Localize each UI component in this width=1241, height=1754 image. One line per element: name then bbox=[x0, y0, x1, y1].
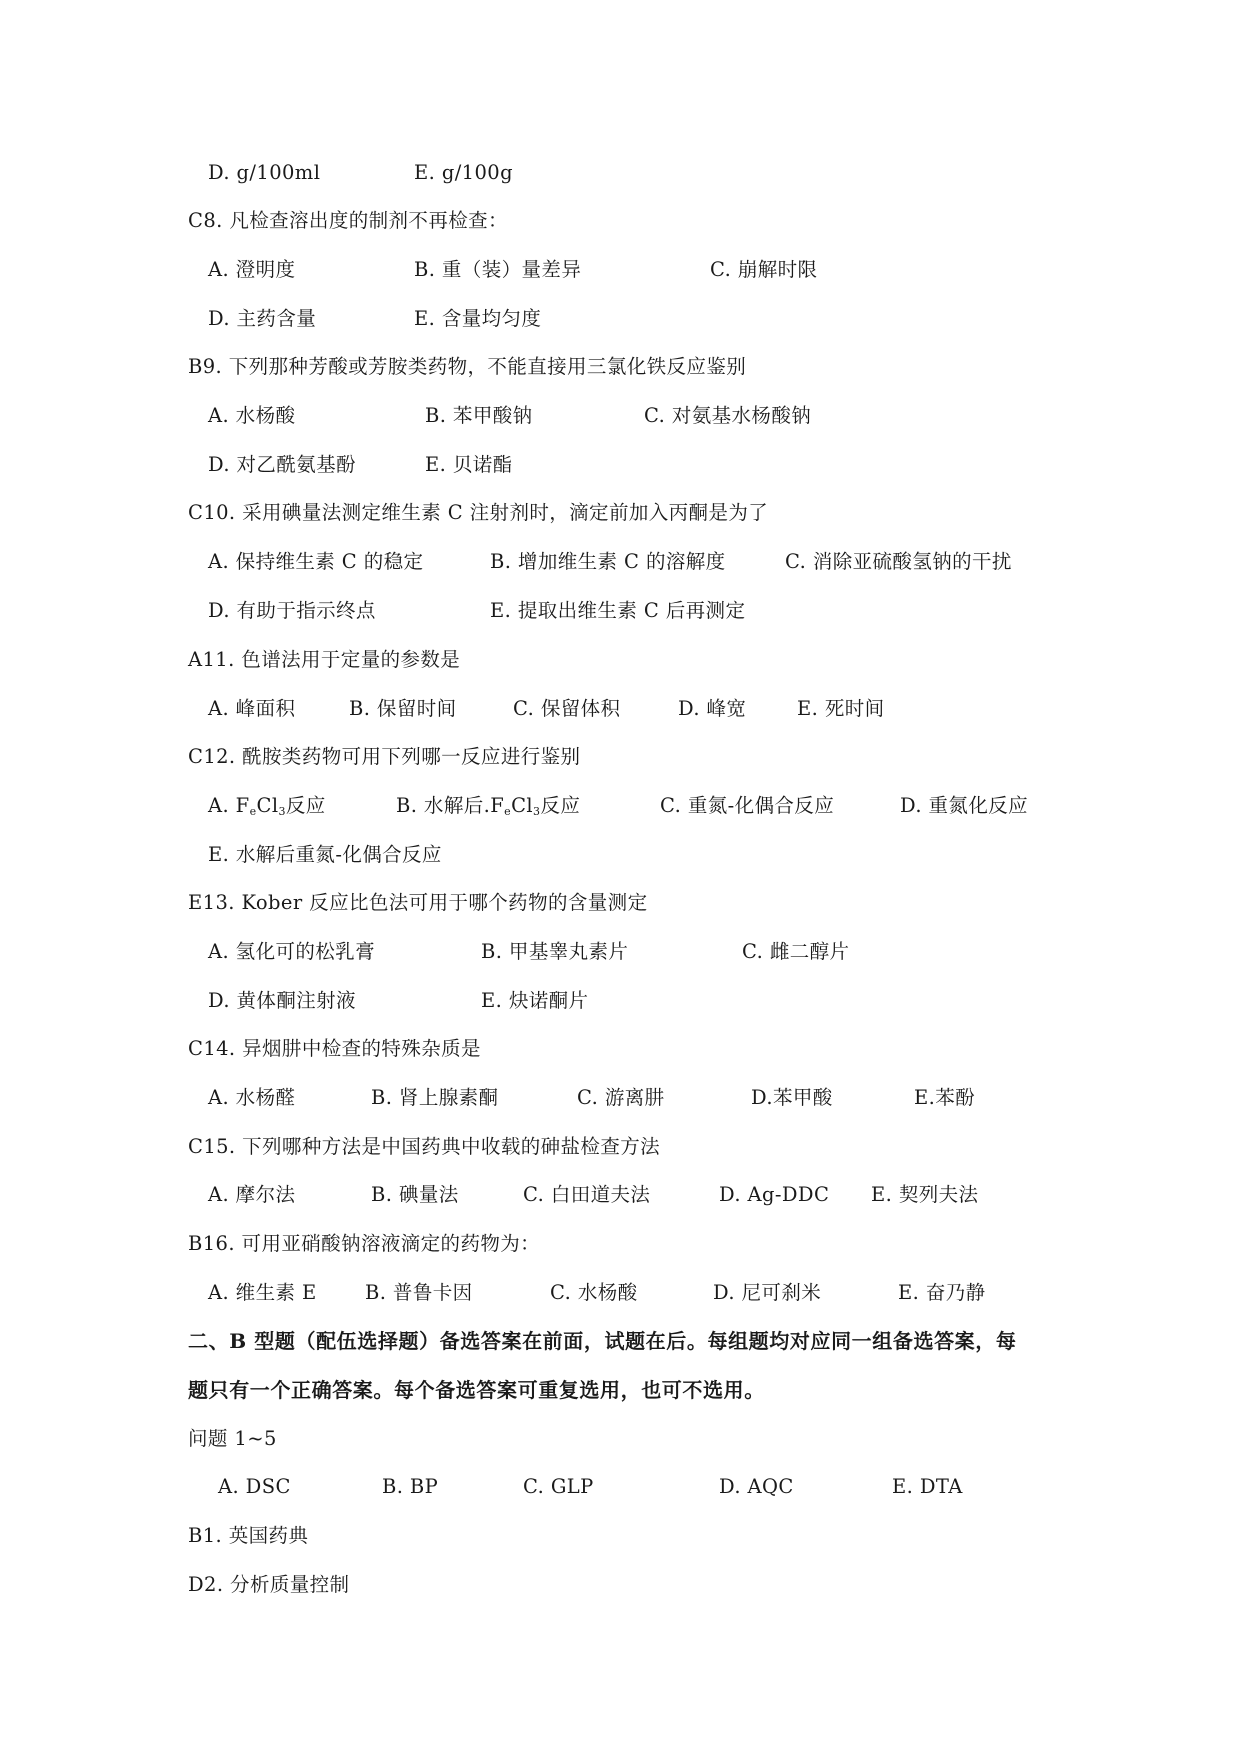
option-e: E. 贝诺酯 bbox=[425, 453, 513, 476]
option-c: C. 消除亚硫酸氢钠的干扰 bbox=[785, 550, 1012, 573]
question-15-stem: C15. 下列哪种方法是中国药典中收载的砷盐检查方法 bbox=[188, 1135, 661, 1158]
option-c: C. GLP bbox=[523, 1475, 594, 1498]
option-b: B. 甲基睾丸素片 bbox=[481, 940, 629, 963]
question-12-stem: C12. 酰胺类药物可用下列哪一反应进行鉴别 bbox=[188, 745, 581, 768]
question-9-stem: B9. 下列那种芳酸或芳胺类药物，不能直接用三氯化铁反应鉴别 bbox=[188, 355, 747, 378]
option-b: B. 保留时间 bbox=[349, 697, 457, 720]
option-e: E. 契列夫法 bbox=[871, 1183, 979, 1206]
option-b: B. 碘量法 bbox=[371, 1183, 459, 1206]
option-e: E. DTA bbox=[892, 1475, 963, 1498]
option-a: A. 摩尔法 bbox=[208, 1183, 296, 1206]
option-c: C. 白田道夫法 bbox=[523, 1183, 651, 1206]
option-a: A. 水杨醛 bbox=[208, 1086, 296, 1109]
option-d: D. 尼可刹米 bbox=[713, 1281, 822, 1304]
option-a: A. 维生素 E bbox=[208, 1281, 317, 1304]
option-e: E.苯酚 bbox=[914, 1086, 976, 1109]
question-13-stem: E13. Kober 反应比色法可用于哪个药物的含量测定 bbox=[188, 891, 648, 914]
option-a: A. DSC bbox=[218, 1475, 291, 1498]
option-a: A. 峰面积 bbox=[208, 697, 296, 720]
option-c: C. 保留体积 bbox=[513, 697, 621, 720]
option-d: D. AQC bbox=[719, 1475, 794, 1498]
option-a: A. 保持维生素 C 的稳定 bbox=[208, 550, 424, 573]
section-2-heading-line-2: 题只有一个正确答案。每个备选答案可重复选用，也可不选用。 bbox=[188, 1378, 765, 1402]
option-a: A. 澄明度 bbox=[208, 258, 296, 281]
option-e: E. 水解后重氮-化偶合反应 bbox=[208, 843, 442, 866]
option-a: A. 水杨酸 bbox=[208, 404, 296, 427]
option-e: E. 含量均匀度 bbox=[414, 307, 542, 330]
option-a: A. 氢化可的松乳膏 bbox=[208, 940, 375, 963]
option-c: C. 游离肼 bbox=[577, 1086, 665, 1109]
option-d: D. 对乙酰氨基酚 bbox=[208, 453, 356, 476]
option-d: D. g/100ml bbox=[208, 161, 321, 184]
option-e: E. g/100g bbox=[414, 161, 513, 184]
option-d: D. 重氮化反应 bbox=[900, 794, 1029, 817]
option-e: E. 炔诺酮片 bbox=[481, 989, 589, 1012]
option-b: B. 苯甲酸钠 bbox=[425, 404, 533, 427]
option-a: A. $F_eCl_3$反应 bbox=[208, 794, 326, 818]
option-d: D.苯甲酸 bbox=[751, 1086, 833, 1109]
option-e: E. 提取出维生素 C 后再测定 bbox=[490, 599, 746, 622]
option-c: C. 水杨酸 bbox=[550, 1281, 638, 1304]
option-b: B. 增加维生素 C 的溶解度 bbox=[490, 550, 726, 573]
question-10-stem: C10. 采用碘量法测定维生素 C 注射剂时，滴定前加入丙酮是为了 bbox=[188, 501, 769, 524]
option-d: D. 黄体酮注射液 bbox=[208, 989, 356, 1012]
option-c: C. 雌二醇片 bbox=[742, 940, 850, 963]
option-c: C. 对氨基水杨酸钠 bbox=[644, 404, 812, 427]
option-d: D. 有助于指示终点 bbox=[208, 599, 376, 622]
matching-question-d2: D2. 分析质量控制 bbox=[188, 1573, 350, 1596]
option-b: B. 重（装）量差异 bbox=[414, 258, 582, 281]
question-group-title: 问题 1~5 bbox=[188, 1427, 277, 1450]
option-e: E. 死时间 bbox=[797, 697, 885, 720]
question-16-stem: B16. 可用亚硝酸钠溶液滴定的药物为： bbox=[188, 1232, 541, 1255]
option-e: E. 奋乃静 bbox=[898, 1281, 986, 1304]
option-b: B. 肾上腺素酮 bbox=[371, 1086, 499, 1109]
option-d: D. 峰宽 bbox=[678, 697, 747, 720]
question-14-stem: C14. 异烟肼中检查的特殊杂质是 bbox=[188, 1037, 481, 1060]
option-d: D. 主药含量 bbox=[208, 307, 317, 330]
option-c: C. 崩解时限 bbox=[710, 258, 818, 281]
section-2-heading-line-1: 二、B 型题（配伍选择题）备选答案在前面，试题在后。每组题均对应同一组备选答案，每 bbox=[188, 1329, 1017, 1353]
option-b: B. 普鲁卡因 bbox=[365, 1281, 473, 1304]
option-b: B. 水解后$.F_eCl_3$反应 bbox=[396, 794, 581, 818]
question-8-stem: C8. 凡检查溶出度的制剂不再检查： bbox=[188, 209, 508, 232]
option-d: D. Ag-DDC bbox=[719, 1183, 830, 1206]
option-c: C. 重氮-化偶合反应 bbox=[660, 794, 835, 817]
option-b: B. BP bbox=[382, 1475, 439, 1498]
question-11-stem: A11. 色谱法用于定量的参数是 bbox=[188, 648, 461, 671]
matching-question-b1: B1. 英国药典 bbox=[188, 1524, 309, 1547]
